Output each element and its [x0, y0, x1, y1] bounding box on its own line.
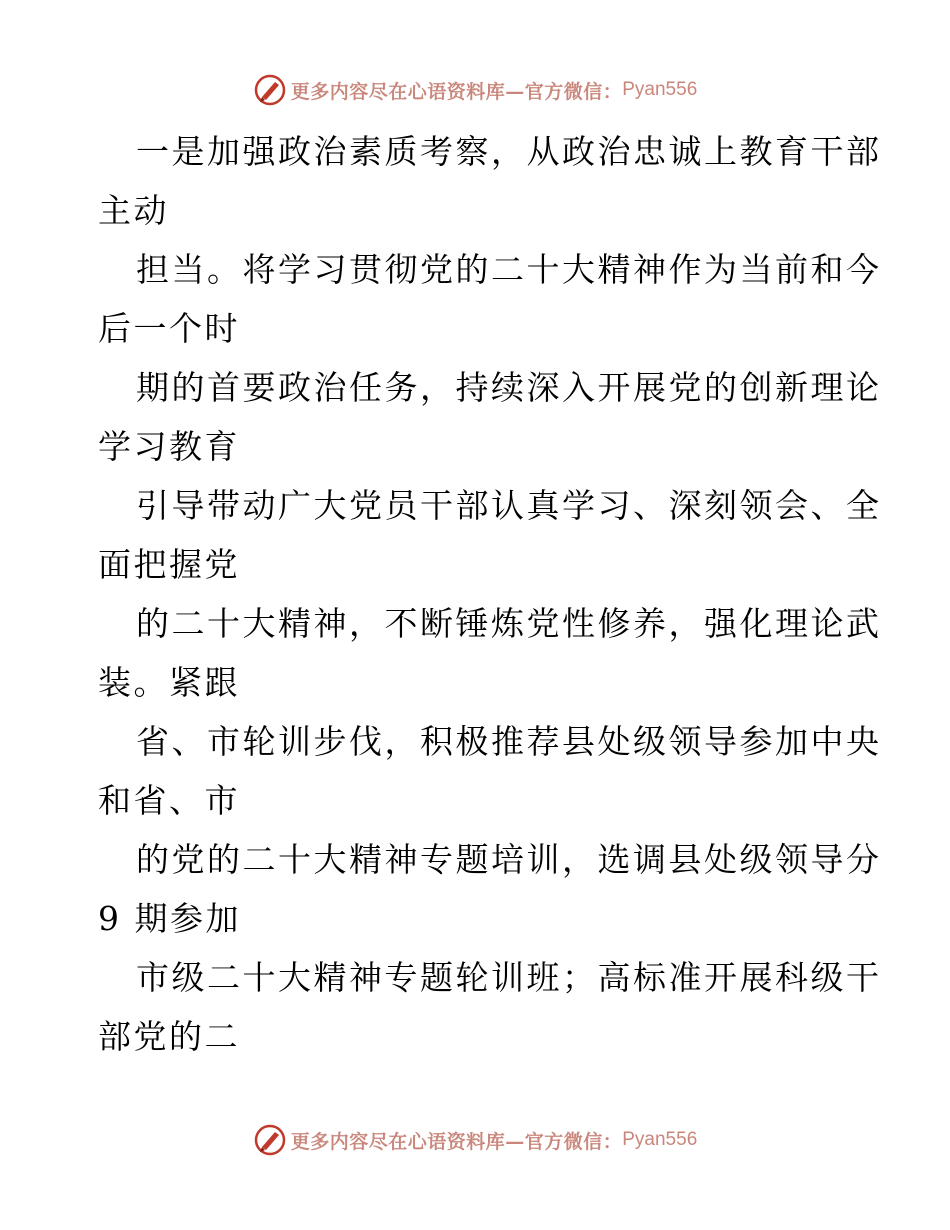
paragraph-line: [98, 358, 882, 476]
line-text: 和省、市: [98, 781, 240, 820]
line-text: 担当。将学习贯彻党的二十大精神作为当前和今: [136, 250, 882, 289]
document-body: [98, 122, 882, 1066]
pen-logo-icon: [253, 73, 287, 107]
paragraph-line: [98, 830, 882, 948]
footer-banner-id: Pyan556: [622, 1129, 698, 1150]
line-text: 省、市轮训步伐，积极推荐县处级领导参加中央: [136, 722, 882, 761]
paragraph-line: [98, 476, 882, 594]
paragraph-line: [98, 712, 882, 830]
line-text: 后一个时: [98, 309, 240, 348]
line-text: 引导带动广大党员干部认真学习、深刻领会、全: [136, 486, 882, 525]
line-text: 的二十大精神，不断锤炼党性修养，强化理论武: [136, 604, 882, 643]
line-text: 主动: [98, 191, 169, 230]
line-text: 学习教育: [98, 427, 240, 466]
footer-banner: [0, 1120, 950, 1160]
line-text: 的党的二十大精神专题培训，选调县处级领导分: [136, 840, 882, 879]
line-text: 9 期参加: [98, 899, 241, 938]
paragraph-line: [98, 122, 882, 240]
header-banner-id: Pyan556: [622, 79, 698, 100]
header-banner-text: 更多内容尽在心语资料库—官方微信：: [290, 80, 623, 103]
line-text: 装。紧跟: [98, 663, 240, 702]
pen-logo-icon: [253, 1123, 287, 1157]
line-text: 部党的二: [98, 1017, 240, 1056]
line-text: 期的首要政治任务，持续深入开展党的创新理论: [136, 368, 882, 407]
paragraph-line: [98, 948, 882, 1066]
header-banner: [0, 70, 950, 110]
paragraph-line: [98, 240, 882, 358]
line-text: 面把握党: [98, 545, 240, 584]
line-text: 一是加强政治素质考察，从政治忠诚上教育干部: [136, 132, 882, 171]
footer-banner-text: 更多内容尽在心语资料库—官方微信：: [290, 1130, 623, 1153]
line-text: 市级二十大精神专题轮训班；高标准开展科级干: [136, 958, 882, 997]
paragraph-line: [98, 594, 882, 712]
